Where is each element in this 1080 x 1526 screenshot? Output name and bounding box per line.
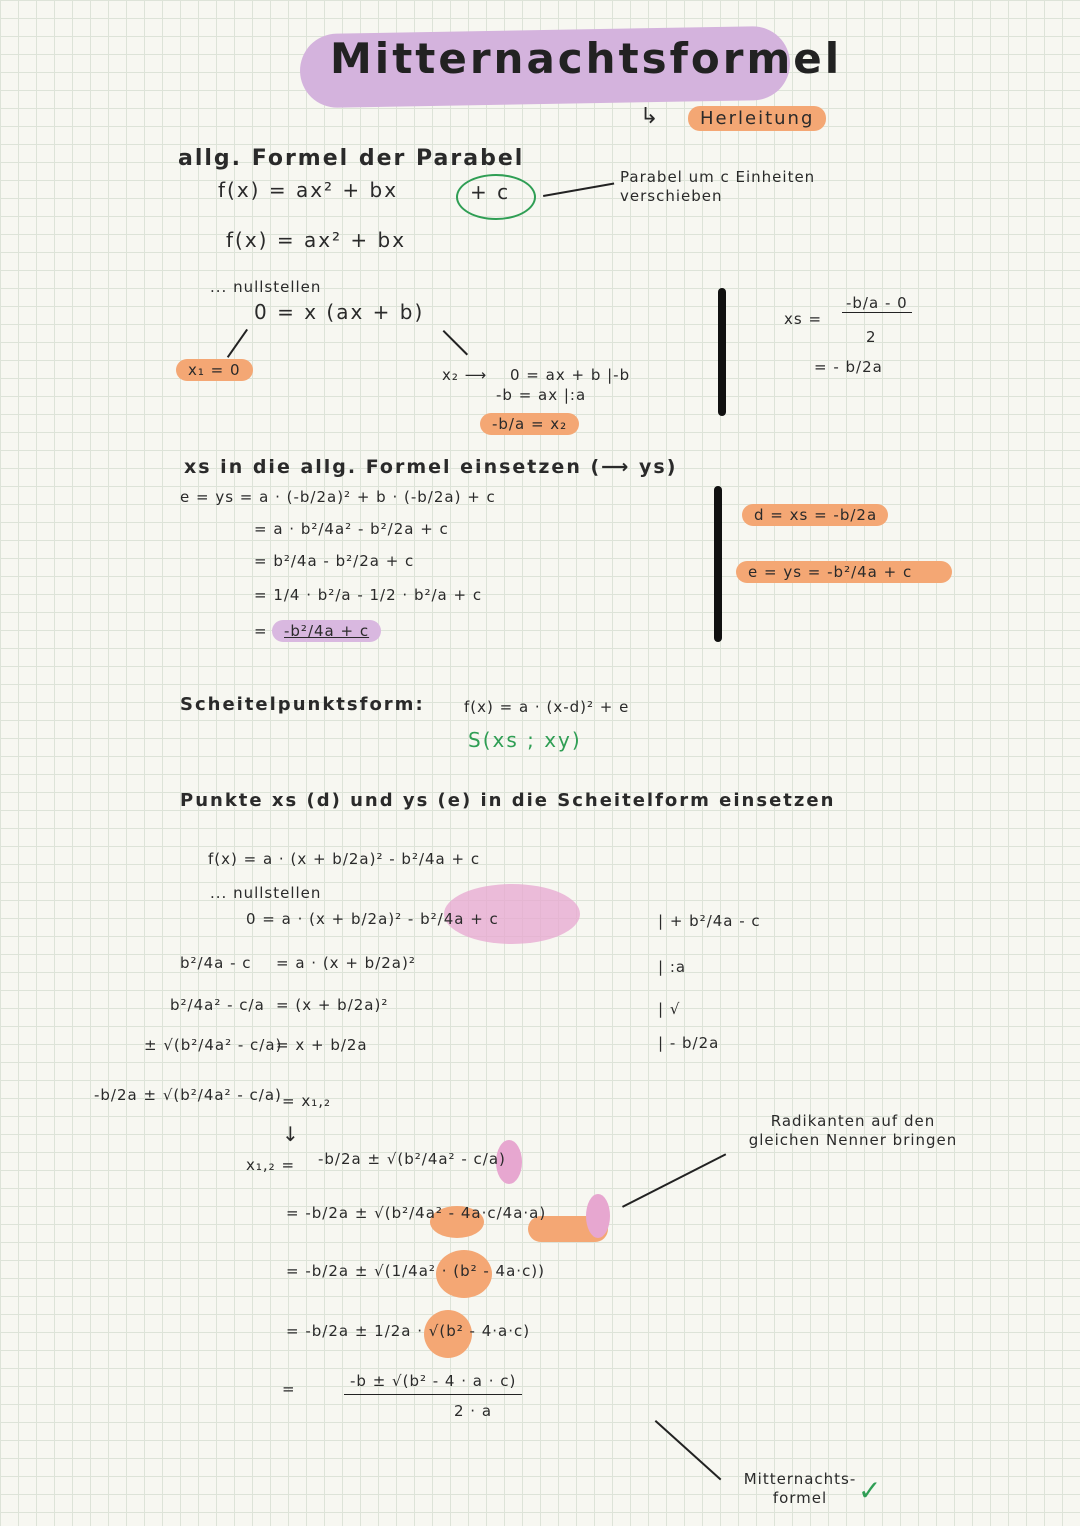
pink-dot-2 xyxy=(586,1194,610,1238)
herleitung-tag: Herleitung xyxy=(688,106,826,131)
section2-line5: -b²/4a + c xyxy=(272,620,381,642)
down-arrow-icon: ↓ xyxy=(282,1122,301,1146)
section2-eq-sign: = xyxy=(254,622,268,640)
section3-nullstellen: ... nullstellen xyxy=(210,884,322,902)
row1-left: b²/4a - c xyxy=(180,954,252,972)
final-eq-sign: = xyxy=(282,1380,296,1398)
xs-label: xs = xyxy=(784,310,823,328)
final-line3: = -b/2a ± √(1/4a² · (b² - 4a·c)) xyxy=(286,1262,546,1280)
row4-left: -b/2a ± √(b²/4a² - c/a) xyxy=(94,1086,282,1104)
row2-left: b²/4a² - c/a xyxy=(170,996,265,1014)
final-line1: -b/2a ± √(b²/4a² - c/a) xyxy=(318,1150,506,1168)
divider-bar-top xyxy=(718,288,726,416)
op1: | + b²/4a - c xyxy=(658,912,761,930)
op3: | √ xyxy=(658,1000,681,1018)
note-final: Mitternachts- formel xyxy=(743,1470,857,1507)
divider-bar-mid xyxy=(714,486,722,642)
final-arrow xyxy=(655,1420,721,1480)
arrow-icon: ↳ xyxy=(640,104,661,129)
op4: | - b/2a xyxy=(658,1034,720,1052)
row1-right: = a · (x + b/2a)² xyxy=(276,954,416,972)
final-line4: = -b/2a ± 1/2a · √(b² - 4·a·c) xyxy=(286,1322,531,1340)
row4-right: = x₁,₂ xyxy=(282,1092,332,1110)
section2-heading: xs in die allg. Formel einsetzen (⟶ ys) xyxy=(184,456,678,478)
branch-right xyxy=(443,330,468,355)
x2-step1: 0 = ax + b |-b xyxy=(510,366,631,384)
x2-step2: -b = ax |:a xyxy=(496,386,587,404)
scheitelpunkt-point: S(xs ; xy) xyxy=(468,728,582,752)
branch-left xyxy=(227,329,248,358)
radikant-arrow xyxy=(622,1153,726,1207)
nullstellen-eq: 0 = x (ax + b) xyxy=(254,300,425,324)
result-d: d = xs = -b/2a xyxy=(742,504,888,526)
section1-note: Parabel um c Einheiten verschieben xyxy=(620,168,816,205)
x2-result: -b/a = x₂ xyxy=(480,413,579,435)
x1-result: x₁ = 0 xyxy=(176,359,253,381)
check-icon: ✓ xyxy=(858,1474,884,1507)
scheitelpunktsform-label: Scheitelpunktsform: xyxy=(180,694,425,715)
xs-den: 2 xyxy=(866,328,877,346)
x12-label: x₁,₂ = xyxy=(246,1156,296,1174)
section1-eq2: f(x) = ax² + bx xyxy=(226,228,407,252)
xs-eq2: = - b/2a xyxy=(814,358,883,376)
final-denominator: 2 · a xyxy=(454,1402,493,1420)
note-connector xyxy=(543,182,614,196)
scheitelpunktsform-eq: f(x) = a · (x-d)² + e xyxy=(464,698,630,716)
section3-eq: f(x) = a · (x + b/2a)² - b²/4a + c xyxy=(208,850,481,868)
section1-eq1-c: + c xyxy=(470,180,511,204)
final-line2: = -b/2a ± √(b²/4a² - 4a·c/4a·a) xyxy=(286,1204,547,1222)
nullstellen-label: ... nullstellen xyxy=(210,278,322,296)
section1-heading: allg. Formel der Parabel xyxy=(178,146,525,171)
xs-num: -b/a - 0 xyxy=(842,294,912,313)
x2-label: x₂ ⟶ xyxy=(442,366,488,384)
row2-right: = (x + b/2a)² xyxy=(276,996,389,1014)
final-numerator: -b ± √(b² - 4 · a · c) xyxy=(344,1372,522,1395)
page-title: Mitternachtsformel xyxy=(330,34,843,83)
section3-heading: Punkte xs (d) und ys (e) in die Scheitelform einsetzen xyxy=(180,790,836,811)
note-radikant: Radikanten auf den gleichen Nenner bringen xyxy=(748,1112,958,1149)
section2-line2: = a · b²/4a² - b²/2a + c xyxy=(254,520,449,538)
op2: | :a xyxy=(658,958,687,976)
section1-eq1: f(x) = ax² + bx xyxy=(218,178,399,202)
section2-line1: e = ys = a · (-b/2a)² + b · (-b/2a) + c xyxy=(180,488,496,506)
result-e: e = ys = -b²/4a + c xyxy=(736,561,952,583)
section2-line4: = 1/4 · b²/a - 1/2 · b²/a + c xyxy=(254,586,483,604)
section3-eq0: 0 = a · (x + b/2a)² - b²/4a + c xyxy=(246,910,499,928)
section2-line3: = b²/4a - b²/2a + c xyxy=(254,552,415,570)
row3-right: = x + b/2a xyxy=(276,1036,368,1054)
row3-left: ± √(b²/4a² - c/a) xyxy=(144,1036,283,1054)
